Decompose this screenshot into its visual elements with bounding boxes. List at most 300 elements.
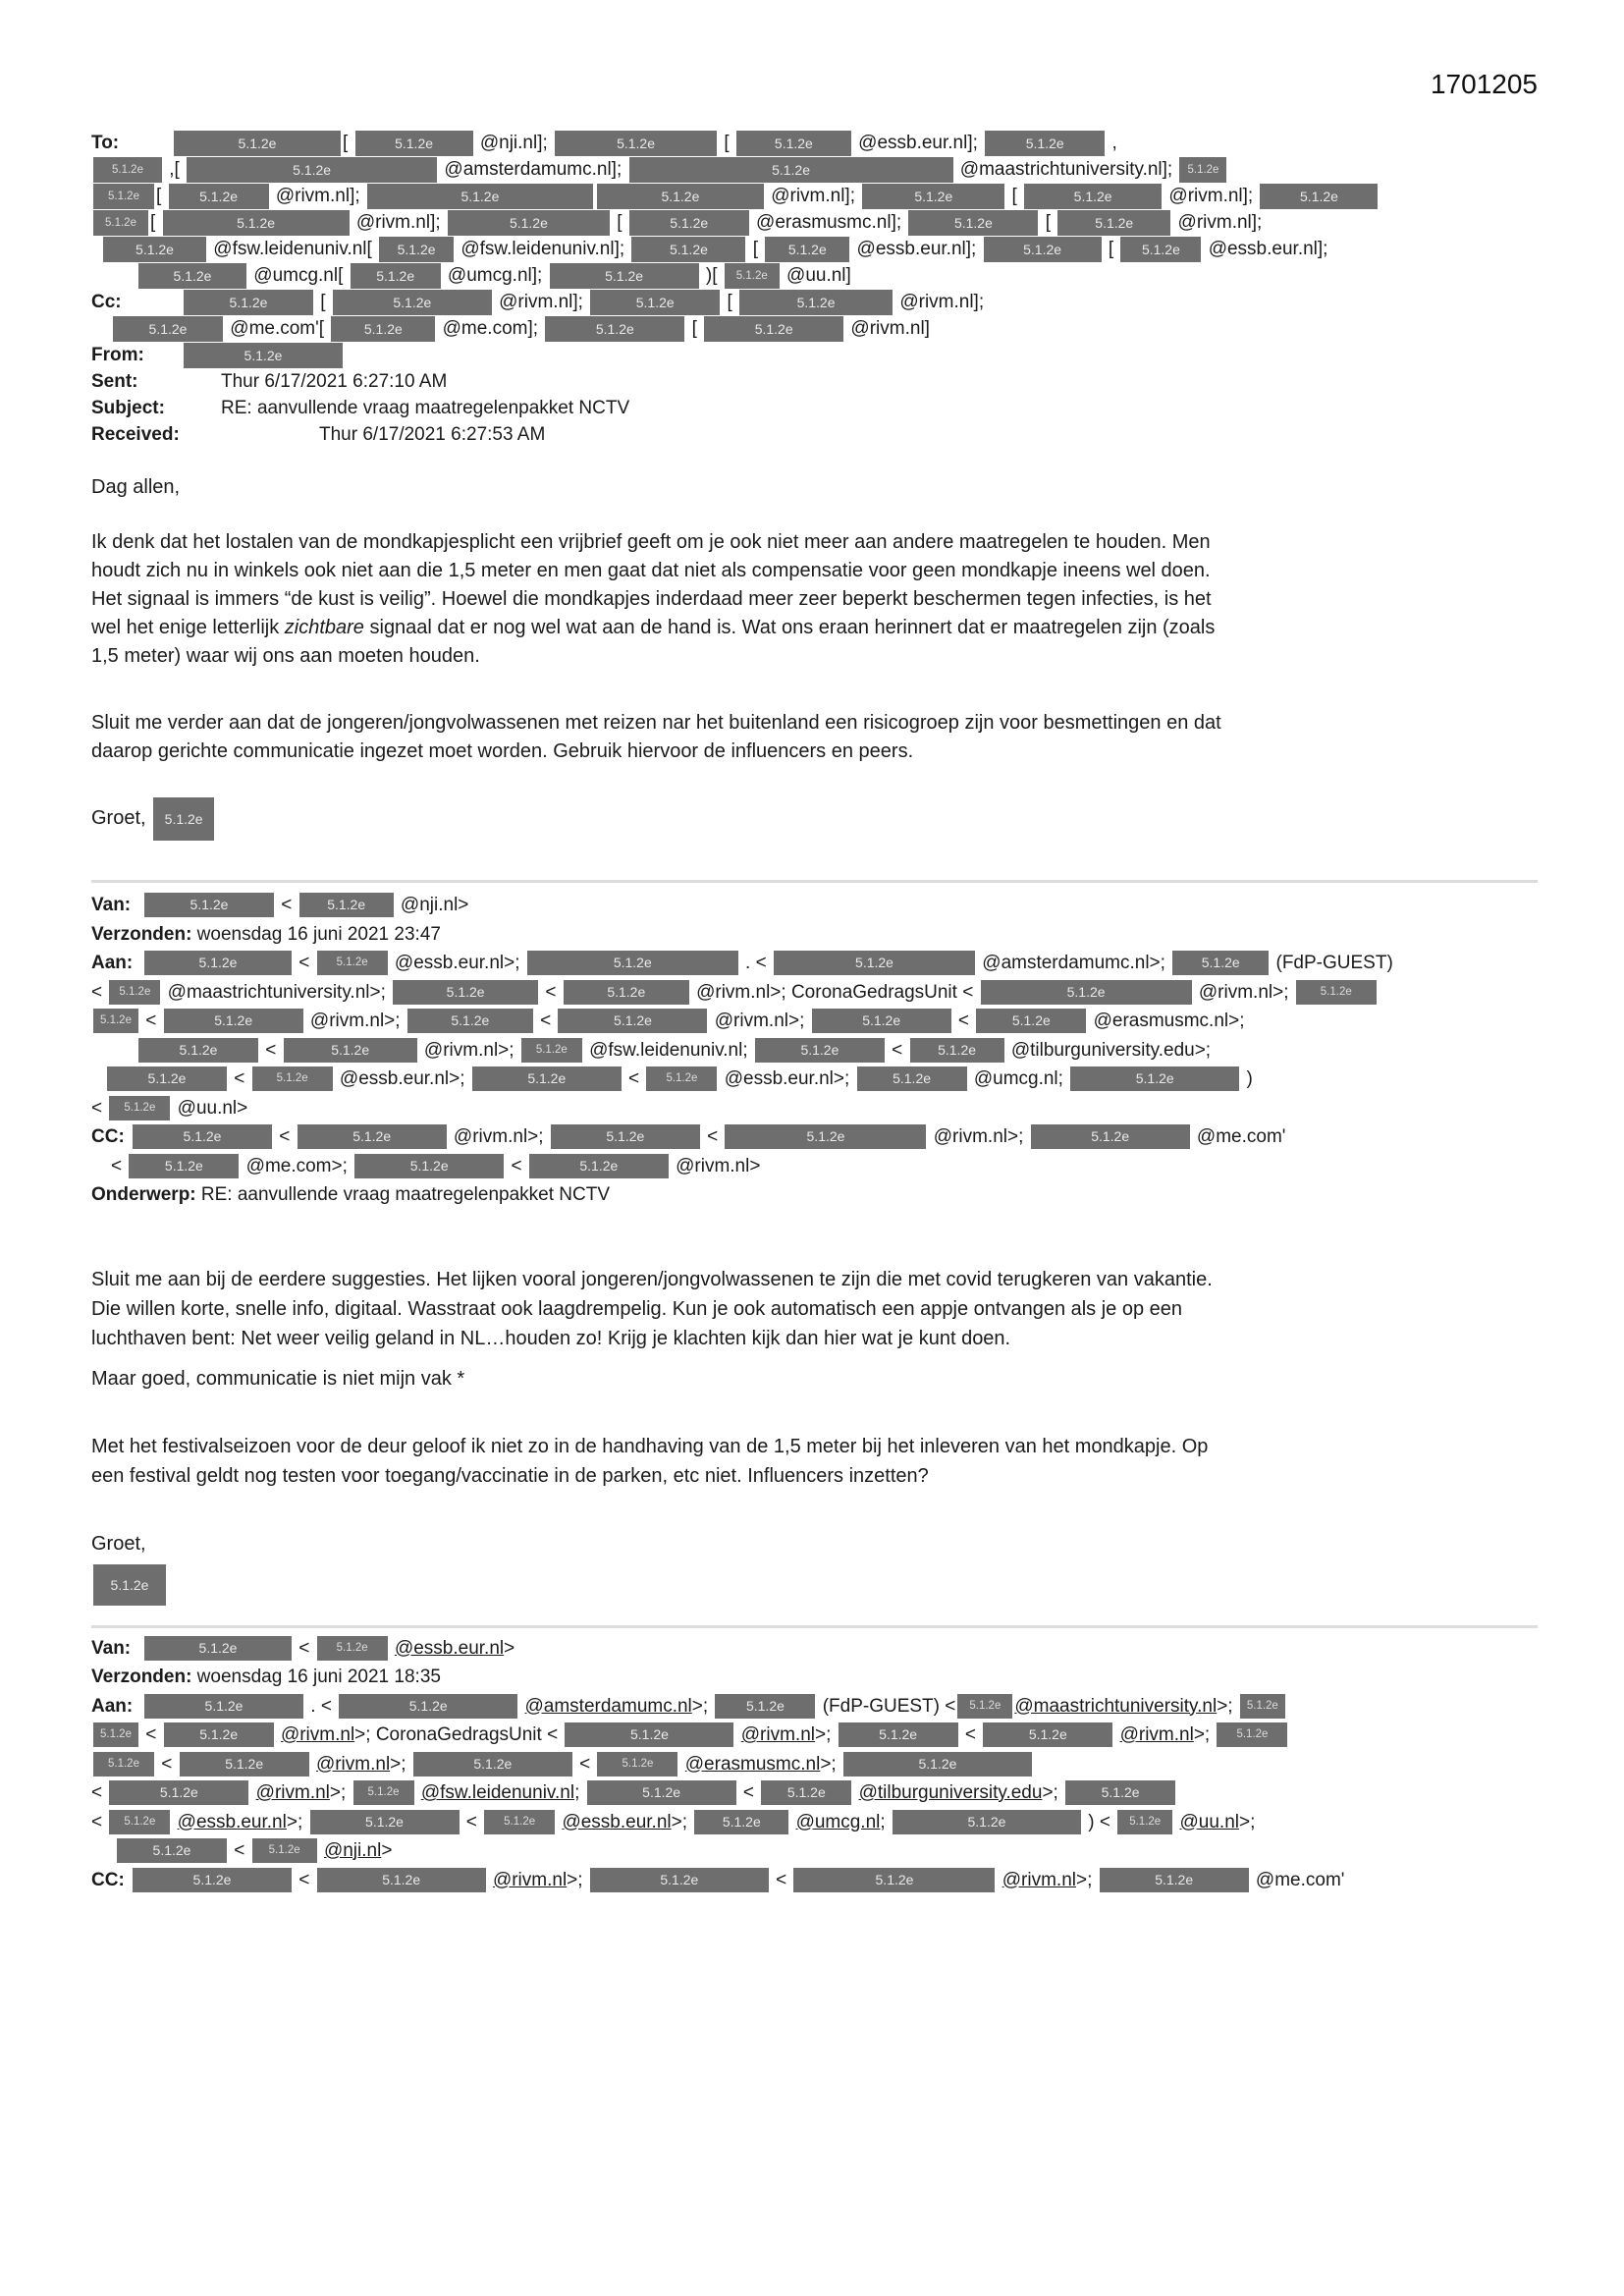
text-run: @me.com' [1250,1869,1345,1890]
redaction-box: 5.1.2e [472,1066,622,1091]
redaction-box: 5.1.2e [985,131,1105,156]
redaction-box: 5.1.2e [565,1722,733,1747]
text-run: >; [671,1811,693,1832]
text-run: >; CoronaGedragsUnit < [354,1724,564,1745]
email2-paragraph-1 [91,1265,1538,1353]
text-run: [ [722,292,738,312]
body-line [91,614,1538,642]
text-run: woensdag 16 juni 2021 23:47 [191,923,441,945]
text-run: ; [880,1811,891,1832]
redaction-box: 5.1.2e [138,1038,258,1063]
redaction-box: 5.1.2e [180,1752,309,1777]
text-run: @fsw.leidenuniv.nl; [583,1039,753,1061]
field-cc [91,1866,1538,1895]
field-label: To: [91,133,120,153]
header-line [91,315,1538,342]
redaction-box: 5.1.2e [448,210,610,236]
redaction-box: 5.1.2e [545,316,684,342]
field-label: Onderwerp: [91,1184,196,1205]
redaction-box: 5.1.2e [184,343,343,368]
header-line [91,891,1538,920]
text-run: @rivm.nl]; [493,292,589,312]
body-line [91,1461,1538,1491]
text-run: < [91,981,108,1003]
header-line [91,1007,1538,1036]
text-run: @uu.nl> [172,1097,248,1119]
email-domain: @essb.eur.nl [394,1637,505,1659]
text-run: RE: aanvullende vraag maatregelenpakket NCTV [221,398,630,418]
header-line [91,1866,1538,1895]
text-run: Groet, [91,807,152,829]
redaction-box: 5.1.2e [164,1009,303,1033]
text-run: Groet, [91,1532,146,1555]
spacer [91,1171,111,1172]
field-label: From: [91,345,144,365]
redaction-box: 5.1.2e [694,1810,788,1834]
text-run: @essb.eur.nl]; [852,133,984,153]
redaction-box: 5.1.2e [113,316,223,342]
text-run: [ [747,239,764,259]
text-run: < [701,1126,724,1147]
separator-rule-2 [91,1625,1538,1628]
redaction-box: 5.1.2e [1260,184,1378,209]
redaction-box: 5.1.2e [597,1752,677,1777]
header-line [91,1122,1538,1152]
text-run: @uu.nl] [781,265,851,286]
redaction-box: 5.1.2e [839,1722,958,1747]
header-line [91,236,1538,262]
redaction-box: 5.1.2e [184,290,313,315]
text-run: (FdP-GUEST) [1271,953,1393,973]
body-line [91,795,1538,841]
text-run: @me.com]; [437,318,544,339]
email-domain: @essb.eur.nl [562,1811,672,1832]
body-line [91,1324,1538,1353]
text-run: < [737,1782,760,1803]
header-line [91,1180,1538,1210]
redaction-box: 5.1.2e [298,1124,447,1149]
redaction-box: 5.1.2e [317,1636,388,1661]
redaction-box: 5.1.2e [299,893,394,917]
field-from [91,342,1538,368]
text-run: > [381,1840,393,1861]
redaction-box: 5.1.2e [413,1752,572,1777]
header-line [91,920,1538,950]
header-line [91,1750,1538,1779]
text-run: @umcg.nl; [968,1068,1069,1089]
field-to [91,130,1538,289]
field-van [91,891,1538,920]
redaction-box: 5.1.2e [1070,1066,1239,1091]
body-line [91,1529,1538,1558]
text-run: < [294,1637,315,1659]
text-run: Sluit me aan bij de eerdere suggesties. Het lijken vooral jongeren/jongvolwassenen te zijn die met covid terugkeren van vakantie. [91,1268,1213,1290]
redaction-box: 5.1.2e [765,237,849,262]
header-line [91,395,1538,421]
text-run: >; [286,1811,308,1832]
email-domain: @essb.eur.nl [177,1811,287,1832]
text-run: < [91,1097,108,1119]
text-run: [ [315,292,331,312]
header-line [91,1634,1538,1664]
text-run: @essb.eur.nl>; [719,1068,855,1089]
field-label: Sent: [91,371,138,392]
redaction-box: 5.1.2e [353,1780,414,1805]
text-run: @erasmusmc.nl]; [750,212,907,233]
text-run: @rivm.nl>; [928,1126,1029,1147]
header-line [91,262,1538,289]
text-run: Ik denk dat het lostalen van de mondkapjesplicht een vrijbrief geeft om je ook niet meer aan andere maatregelen te houden. Men [91,531,1211,553]
text-run: @umcg.nl[ [248,265,349,286]
text-run: >; [567,1869,588,1890]
body-line [91,1432,1538,1461]
redaction-box: 5.1.2e [1172,951,1269,975]
text-run: luchthaven bent: Net weer veilig geland in NL…houden zo! Krijg je klachten kijk dan hier wat je kunt doen. [91,1327,1011,1349]
redaction-box: 5.1.2e [646,1066,717,1091]
redaction-box: 5.1.2e [558,1009,707,1033]
spacer [91,253,101,254]
text-run: < [91,1811,108,1832]
redaction-box: 5.1.2e [1100,1868,1249,1892]
email-domain: @rivm.nl [1001,1869,1076,1890]
field-label: Van: [91,895,132,915]
redaction-box: 5.1.2e [354,1154,504,1178]
text-run: @essb.eur.nl]; [1203,239,1328,259]
text-run: wel het enige letterlijk [91,617,285,638]
email2-signature [91,1529,1538,1606]
text-run: @rivm.nl>; [418,1039,519,1061]
text-run: < [952,1011,975,1031]
email1-paragraph-1 [91,528,1538,671]
header-line [91,368,1538,395]
text-run: < [260,1039,282,1061]
redaction-box: 5.1.2e [339,1694,517,1719]
text-run: [ [1006,186,1023,206]
text-run: @me.com' [1191,1126,1286,1147]
text-run: @rivm.nl> [670,1155,761,1176]
text-run: < [294,953,315,973]
redaction-box: 5.1.2e [407,1009,533,1033]
text-run: < [276,895,298,915]
email2-header [91,891,1538,1210]
text-run: [ [686,318,703,339]
body-line [91,1265,1538,1294]
email-domain: @rivm.nl [740,1724,815,1745]
text-run: < [140,1011,162,1031]
text-run: @nji.nl> [395,895,469,915]
redaction-box: 5.1.2e [551,1124,700,1149]
text-run: . < [305,1695,338,1717]
text-run: @rivm.nl]; [765,186,861,206]
redaction-box: 5.1.2e [93,1009,138,1033]
text-run: @rivm.nl>; [448,1126,549,1147]
body-line [91,557,1538,585]
text-run: Thur 6/17/2021 6:27:53 AM [319,424,546,445]
redaction-box: 5.1.2e [379,237,454,262]
redaction-box: 5.1.2e [590,1868,769,1892]
text-run: >; [1042,1782,1064,1803]
header-line [91,209,1538,236]
redaction-box: 5.1.2e [169,184,269,209]
text-run: @fsw.leidenuniv.nl]; [456,239,630,259]
text-run: @rivm.nl]; [351,212,446,233]
redaction-box: 5.1.2e [317,951,388,975]
redaction-box: 5.1.2e [144,1636,292,1661]
header-line [91,130,1538,156]
text-run: @essb.eur.nl]; [851,239,982,259]
field-label: Verzonden: [91,1667,192,1687]
text-run: @amsterdamumc.nl>; [977,953,1171,973]
text-run: @rivm.nl]; [894,292,985,312]
redaction-box: 5.1.2e [107,1066,227,1091]
redaction-box: 5.1.2e [317,1868,486,1892]
email-domain: @uu.nl [1179,1811,1239,1832]
redaction-box: 5.1.2e [252,1066,333,1091]
redaction-box: 5.1.2e [138,263,246,289]
text-run: < [460,1811,483,1832]
text-run: [ [156,186,167,206]
text-run: @rivm.nl>; CoronaGedragsUnit < [690,981,979,1003]
header-line [91,289,1538,315]
text-run: @rivm.nl>; [709,1011,810,1031]
text-run: >; [820,1753,841,1775]
text-run: < [274,1126,296,1147]
redaction-box: 5.1.2e [715,1694,815,1719]
redaction-box: 5.1.2e [704,316,843,342]
header-line [91,183,1538,209]
text-run: [ [150,212,161,233]
text-run: woensdag 16 juni 2021 18:35 [191,1667,441,1687]
header-line [91,1065,1538,1094]
field-subject [91,395,1538,421]
redaction-box: 5.1.2e [1117,1810,1172,1834]
text-run: < [959,1724,982,1745]
text-run: Die willen korte, snelle info, digitaal. Wasstraat ook laagdrempelig. Kun je ook automatisch een appje ontvangen als je op een [91,1297,1183,1320]
email2-paragraph-2 [91,1364,1538,1394]
separator-rule [91,880,1538,883]
redaction-box: 5.1.2e [629,157,953,183]
field-label: Verzonden: [91,923,192,945]
header-line [91,978,1538,1008]
text-run: )[ [700,265,723,286]
header-line [91,342,1538,368]
text-run: >; [1193,1724,1216,1745]
email2-paragraph-3 [91,1432,1538,1491]
redaction-box: 5.1.2e [117,1838,227,1863]
redaction-box: 5.1.2e [739,290,893,315]
field-label: Cc: [91,292,122,312]
body-line [91,1294,1538,1324]
redaction-box: 5.1.2e [755,1038,885,1063]
text-run: @rivm.nl] [845,318,930,339]
redaction-box: 5.1.2e [109,1810,170,1834]
redaction-box: 5.1.2e [1031,1124,1190,1149]
redaction-box: 5.1.2e [174,131,341,156]
document-number: 1701205 [1430,69,1538,99]
text-run: ,[ [164,159,186,180]
redaction-box: 5.1.2e [1065,1780,1175,1805]
email1-paragraph-2 [91,709,1538,766]
text-run: @tilburguniversity.edu>; [1005,1039,1212,1061]
text-run: ) < [1082,1811,1116,1832]
text-run: Het signaal is immers “de kust is veilig”. Hoewel die mondkapjes inderdaad meer zeer beperkt beschermen tegen infecties, is het [91,588,1212,610]
text-run: Sluit me verder aan dat de jongeren/jongvolwassenen met reizen nar het buitenland een risicogroep zijn voor besmettingen en dat [91,712,1221,734]
email-domain: @erasmusmc.nl [684,1753,821,1775]
text-run: < [506,1155,527,1176]
redaction-box: 5.1.2e [93,1722,138,1747]
header-line [91,1663,1538,1692]
text-run: RE: aanvullende vraag maatregelenpakket NCTV [195,1184,611,1205]
redaction-box: 5.1.2e [976,1009,1086,1033]
text-run: houdt zich nu in winkels ook niet aan die 1,5 meter en men gaat dat niet als compensatie voor geen mondkapje ineens wel doen. [91,560,1211,581]
redaction-box: 5.1.2e [908,210,1038,236]
field-verzonden [91,1663,1538,1692]
email2-body [91,1265,1538,1606]
redaction-box: 5.1.2e [1057,210,1170,236]
redaction-box: 5.1.2e [1024,184,1162,209]
redaction-box: 5.1.2e [1296,980,1377,1005]
text-run: @amsterdamumc.nl]; [439,159,627,180]
text-run: >; [390,1753,411,1775]
redaction-box: 5.1.2e [93,157,162,183]
field-cc [91,289,1538,342]
redaction-box: 5.1.2e [284,1038,417,1063]
header-line [91,949,1538,978]
text-run: < [229,1840,250,1861]
redaction-box: 5.1.2e [957,1694,1012,1719]
text-run: @rivm.nl]; [270,186,365,206]
body-line [91,1564,1538,1606]
text-run: [ [1040,212,1056,233]
email-domain: @umcg.nl [795,1811,881,1832]
redaction-box: 5.1.2e [109,1780,248,1805]
email3-header [91,1634,1538,1895]
redaction-box: 5.1.2e [862,184,1004,209]
text-run: Thur 6/17/2021 6:27:10 AM [221,371,448,392]
text-run: >; [814,1724,837,1745]
text-run: @me.com'[ [225,318,330,339]
header-line [91,421,1538,448]
text-run: < [140,1724,162,1745]
text-run: [ [1103,239,1119,259]
text-run: ) [1241,1068,1253,1089]
field-verzonden [91,920,1538,950]
redaction-box: 5.1.2e [843,1752,1032,1777]
header-line [91,1836,1538,1866]
redaction-box: 5.1.2e [910,1038,1004,1063]
spacer [91,1083,105,1084]
redaction-box: 5.1.2e [351,263,441,289]
redaction-box: 5.1.2e [527,951,738,975]
redaction-box: 5.1.2e [93,184,154,209]
field-van [91,1634,1538,1664]
field-aan [91,949,1538,1122]
email-domain: @nji.nl [323,1840,382,1861]
redaction-box: 5.1.2e [187,157,437,183]
redaction-box: 5.1.2e [597,184,764,209]
redaction-box: 5.1.2e [761,1780,851,1805]
redaction-box: 5.1.2e [355,131,473,156]
text-run: @essb.eur.nl>; [389,953,525,973]
text-run: @maastrichtuniversity.nl]; [954,159,1178,180]
header-line [91,1152,1538,1181]
redaction-box: 5.1.2e [144,893,274,917]
redaction-box: 5.1.2e [983,1722,1112,1747]
redaction-box: 5.1.2e [812,1009,951,1033]
text-run: >; [1076,1869,1098,1890]
redaction-box: 5.1.2e [629,210,749,236]
header-line [91,1094,1538,1123]
field-label: Subject: [91,398,165,418]
redaction-box: 5.1.2e [252,1838,317,1863]
redaction-box: 5.1.2e [164,1722,274,1747]
redaction-box: 5.1.2e [144,951,292,975]
field-label: Received: [91,424,180,445]
email-domain: @rivm.nl [255,1782,330,1803]
redaction-box: 5.1.2e [93,1564,166,1606]
redaction-box: 5.1.2e [1120,237,1201,262]
redaction-box: 5.1.2e [333,290,492,315]
redaction-box: 5.1.2e [103,237,206,262]
text-run: < [156,1753,178,1775]
redaction-box: 5.1.2e [1217,1722,1287,1747]
body-line [91,709,1538,738]
redaction-box: 5.1.2e [109,980,160,1005]
text-run: @rivm.nl]; [1172,212,1263,233]
redaction-box: 5.1.2e [144,1694,303,1719]
email1-body [91,473,1538,841]
text-run: signaal dat er nog wel wat aan de hand is. Wat ons eraan herinnert dat er maatregelen zijn (zoals [363,617,1216,638]
spacer [91,1055,136,1056]
redaction-box: 5.1.2e [521,1038,582,1063]
text-run: Maar goed, communicatie is niet mijn vak * [91,1367,465,1390]
field-received [91,421,1538,448]
text-run: ; [574,1782,585,1803]
redaction-box: 5.1.2e [529,1154,669,1178]
text-run: [ [343,133,353,153]
field-cc [91,1122,1538,1180]
text-run: < [534,1011,557,1031]
email-domain: @rivm.nl [315,1753,391,1775]
emphasized-text: zichtbare [284,617,364,638]
text-run: @umcg.nl]; [442,265,548,286]
field-onderwerp [91,1180,1538,1210]
spacer [91,333,111,334]
text-run: @erasmusmc.nl>; [1088,1011,1245,1031]
redaction-box: 5.1.2e [984,237,1102,262]
text-run: @essb.eur.nl>; [334,1068,470,1089]
redaction-box: 5.1.2e [1240,1694,1285,1719]
field-label: Aan: [91,1695,134,1717]
field-sent [91,368,1538,395]
text-run: 1,5 meter) waar wij ons aan moeten houden. [91,645,480,667]
text-run: [ [611,212,627,233]
text-run: Met het festivalseizoen voor de deur geloof ik niet zo in de handhaving van de 1,5 meter bij het inleveren van het mondkapje. Op [91,1435,1209,1457]
redaction-box: 5.1.2e [331,316,435,342]
text-run: @fsw.leidenuniv.nl[ [208,239,378,259]
redaction-box: 5.1.2e [774,951,975,975]
email-domain: @fsw.leidenuniv.nl [420,1782,575,1803]
redaction-box: 5.1.2e [893,1810,1081,1834]
text-run: < [294,1869,315,1890]
redaction-box: 5.1.2e [1179,157,1226,183]
text-run: < [623,1068,645,1089]
header-line [91,1778,1538,1808]
text-run: < [886,1039,908,1061]
text-run: >; [1239,1811,1256,1832]
redaction-box: 5.1.2e [857,1066,967,1091]
text-run: < [229,1068,250,1089]
